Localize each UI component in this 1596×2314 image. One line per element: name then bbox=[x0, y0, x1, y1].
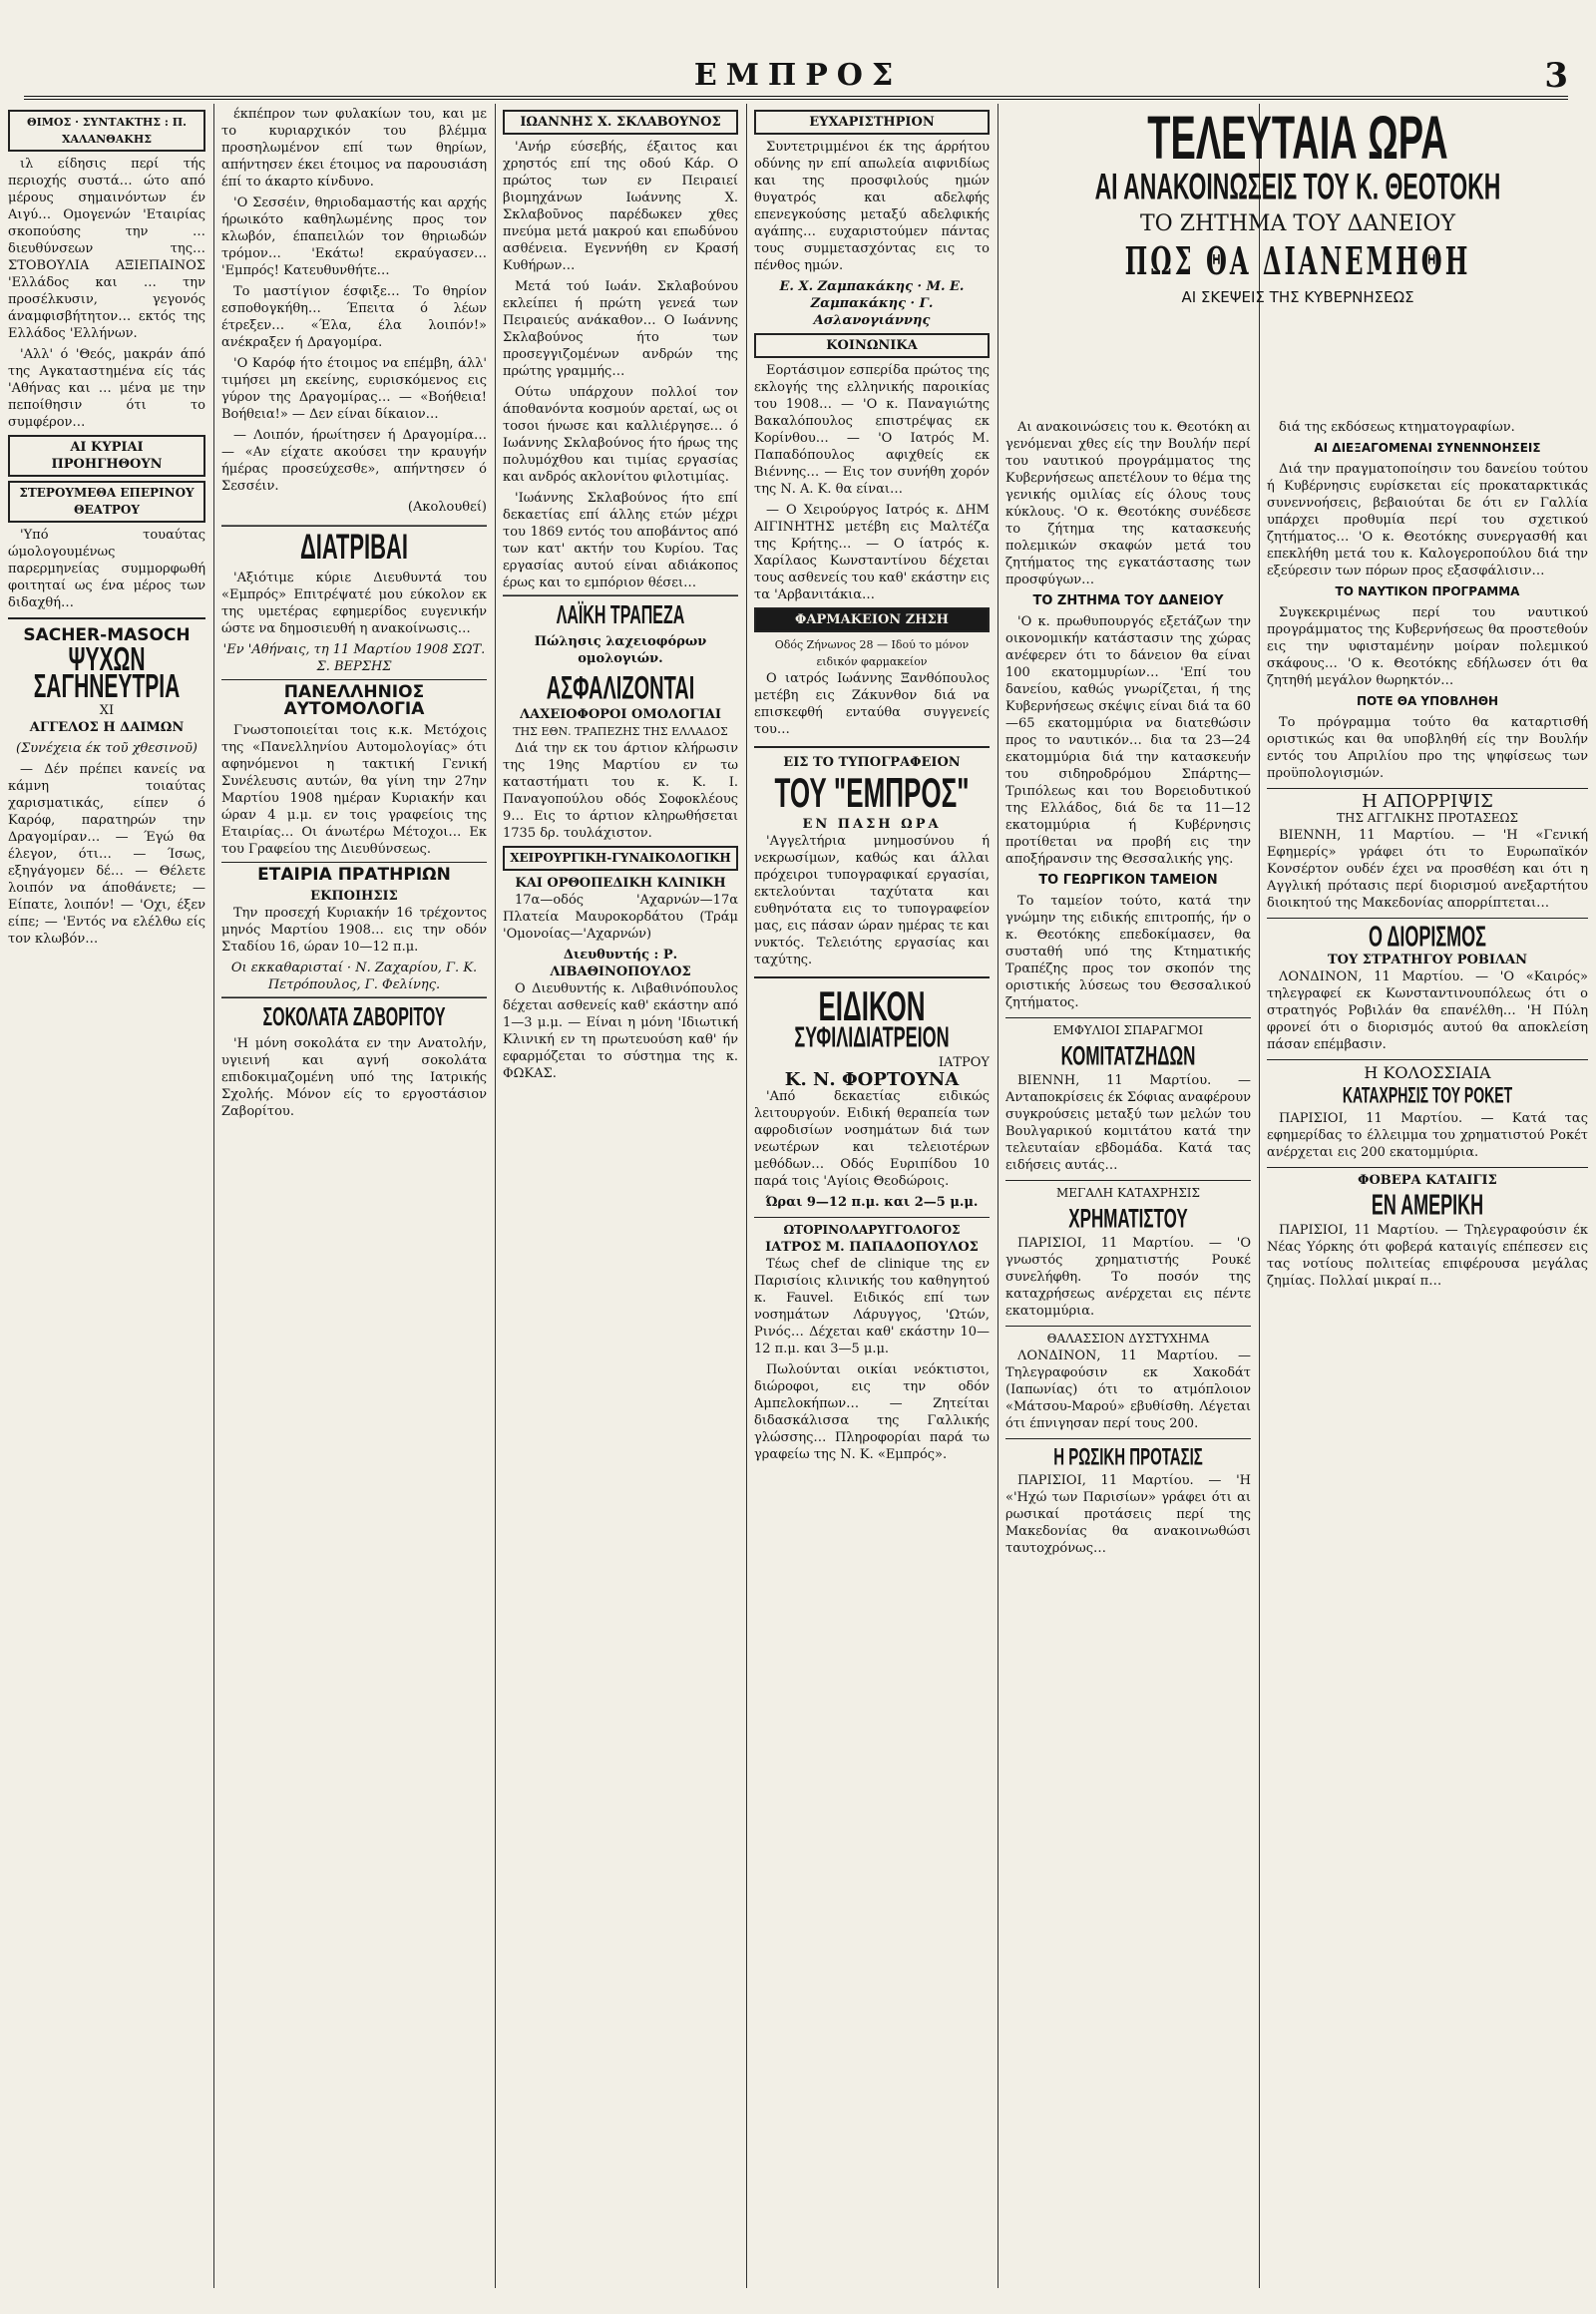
headline: ΑΙ ΣΚΕΨΕΙΣ ΤΗΣ ΚΥΒΕΡΝΗΣΕΩΣ bbox=[1181, 288, 1414, 306]
cable-title: ΘΑΛΑΣΣΙΟΝ ΔΥΣΤΥΧΗΜΑ bbox=[1046, 1332, 1210, 1346]
signature: 'Εν 'Αθήναις, τη 11 Μαρτίου 1908 ΣΩΤ. Σ. ΒΕΡΣΗΣ bbox=[222, 642, 486, 674]
column-rule bbox=[746, 104, 747, 2288]
ad-title-large: ΤΟΥ "ΕΜΠΡΟΣ" bbox=[774, 768, 970, 817]
ad-title: ΩΤΟΡΙΝΟΛΑΡΥΓΓΟΛΟΓΟΣ bbox=[783, 1223, 961, 1237]
article-text: Ο ιατρός Ιωάννης Ξανθόπουλος μετέβη εις Ζάκυνθον διά να επισκεφθή ενταύθα συγγενείς του… bbox=[754, 671, 990, 737]
article-text: Το πρόγραμμα τούτο θα καταρτισθή οριστικώς και θα υποβληθή είς την Βουλήν εντός του Απριλίου προ της ψηφίσεως των προϋπολογισμών. bbox=[1267, 715, 1588, 781]
cable-title: Η ΚΟΛΟΣΣΙΑΙΑ bbox=[1364, 1063, 1491, 1082]
column-5b bbox=[1267, 419, 1588, 2290]
column-4 bbox=[754, 106, 990, 2290]
section-title: ΕΤΑΙΡΙΑ ΠΡΑΤΗΡΙΩΝ bbox=[221, 862, 487, 884]
cable-text: ΠΑΡΙΣΙΟΙ, 11 Μαρτίου. — 'Η «'Ηχώ των Παρισίων» γράφει ότι αι ρωσικαί προτάσεις περί της Μακεδονίας θα ανακοινωθώσι ταυτοχρόνως… bbox=[1005, 1473, 1251, 1556]
ad-title: ΑΣΦΑΛΙΖΟΝΤΑΙ bbox=[546, 671, 695, 707]
cable-title: Η ΑΠΟΡΡΙΨΙΣ bbox=[1362, 791, 1493, 812]
ad-subtitle: ΤΗΣ ΕΘΝ. ΤΡΑΠΕΖΗΣ ΤΗΣ ΕΛΛΑΔΟΣ bbox=[513, 725, 728, 738]
article-text: Πωλούνται οικίαι νεόκτιστοι, διώροφοι, εις την οδόν Αμπελοκήπων… — Ζητείται διδασκάλισσα της Γαλλικής γλώσσης… Πληροφορίαι παρά τω γραφείω της Ν. Κ. «Εμπρός». bbox=[754, 1362, 990, 1462]
ad-text: 'Αγγελτήρια μνημοσύνου ή νεκρωσίμων, καθώς και άλλαι πρόχειροι τυπογραφικαί εργασίαι, εκτελούνται ταχύτατα και ευθηνότατα εις το τυπογραφείον μας, εις πάσαν ώραν ημέρας τε και νυκτός. Τελειότης εργασίας και ταχύτης. bbox=[754, 834, 990, 967]
newspaper-title: ΕΜΠΡΟΣ bbox=[693, 58, 903, 93]
masthead bbox=[0, 0, 1596, 96]
column-rule bbox=[213, 104, 214, 2288]
feuilleton-author: SACHER-MASOCH bbox=[23, 625, 191, 645]
article-text: 'Ο Σεσσέιν, θηριοδαμαστής και αρχής ήρωικότο καθηλωμένης προς τον κλωβόν, έπαπειλών τον θηριωδών τρόμον… 'Εκάτω! εκραύγασεν… 'Εμπρός! Κατευθυνθήτε… bbox=[221, 195, 487, 278]
ad-subtitle: Οδός Ζήνωνος 28 — Ιδού το μόνον ειδικόν φαρμακείον bbox=[774, 638, 970, 668]
continuation-note: (Ακολουθεί) bbox=[407, 500, 487, 515]
page-number: 3 bbox=[1544, 56, 1568, 96]
article-text: έκπέπρον των φυλακίων του, και με το κυριαρχικόν του βλέμμα προσηλωμένον επί των θηρίων, απήντησεν έκει έτοιμος να παρουσιάση έπί το άκαρτο κίνδυνο. bbox=[221, 107, 487, 190]
column-1 bbox=[8, 106, 205, 2290]
ad-text: Τέως chef de clinique της εν Παρισίοις κλινικής του καθηγητού κ. Fauvel. Ειδικός επί των νοσημάτων Λάρυγγος, 'Ωτών, Ρινός… Δέχεται καθ' εκάστην 10—12 π.μ. και 3—5 μ.μ. bbox=[754, 1257, 990, 1356]
cable-title: Ο ΔΙΟΡΙΣΜΟΣ bbox=[1369, 920, 1486, 953]
ad-title: ΕΙΣ ΤΟ ΤΥΠΟΓΡΑΦΕΙΟΝ bbox=[783, 755, 961, 770]
article-text: 'Αξιότιμε κύριε Διευθυντά του «Εμπρός» Επιτρέψατέ μου εύκολον εκ της υμετέρας εφημερίδος ευγενικήν ώστε να δημοσιευθή η ανακοίνωσις… bbox=[221, 571, 487, 636]
column-2 bbox=[221, 106, 487, 2290]
cable-title: ΕΜΦΥΛΙΟΙ ΣΠΑΡΑΓΜΟΙ bbox=[1052, 1023, 1204, 1037]
article-text: Συγκεκριμένως περί του ναυτικού προγράμματος της Κυβερνήσεως θα προστεθούν εις την υφισταμένην μοίραν πολεμικού σκάφους… 'Ο κ. Θεοτόκης εδήλωσεν ότι θα ζητηθή μεγάλον θωρηκτόν… bbox=[1267, 605, 1588, 688]
article-text: διά της εκδόσεως κτηματογραφίων. bbox=[1279, 420, 1515, 435]
ad-title: ΛΑΪΚΗ ΤΡΑΠΕΖΑ bbox=[503, 594, 738, 629]
ad-text: Πώλησις λαχειοφόρων ομολογιών. bbox=[534, 634, 707, 666]
ad-director: Διευθυντής : Ρ. ΛΙΒΑΘΙΝΟΠΟΥΛΟΣ bbox=[550, 948, 691, 979]
ad-subtitle: ΚΑΙ ΟΡΘΟΠΕΔΙΚΗ ΚΛΙΝΙΚΗ bbox=[515, 876, 726, 891]
ad-text: 'Η μόνη σοκολάτα εν την Ανατολήν, υγιεινή και αγνή σοκολάτα επιδοκιμαζομένη υπό της Ιατρικής Σχολής. Μόνον είς το εργοστάσιον Ζαβορίτου. bbox=[221, 1036, 487, 1119]
section-title: ΕΥΧΑΡΙΣΤΗΡΙΟΝ bbox=[754, 110, 990, 135]
feuilleton bbox=[8, 617, 205, 948]
ad-text: Ο Διευθυντής κ. Λιβαθινόπουλος δέχεται ασθενείς καθ' εκάστην από 1—3 μ.μ. — Είναι η μόνη 'Ιδιωτική Κλινική εν τη πρωτευούση καθ' ήν εφαρμόζεται το σύστημα της κ. ΦΩΚΑΣ. bbox=[503, 981, 738, 1081]
ad-title-large: ΣΥΦΙΛΙΔΙΑΤΡΕΙΟΝ bbox=[794, 1020, 950, 1053]
cable bbox=[1005, 1180, 1251, 1320]
signatures: Ε. Χ. Ζαμπακάκης · Μ. Ε. Ζαμπακάκης · Γ. Ασλανογιάννης bbox=[779, 279, 965, 328]
article-text: — Ο Χειρούργος Ιατρός κ. ΔΗΜ ΑΙΓΙΝΗΤΗΣ μετέβη εις Μαλτέζα της Κρήτης… — Ο ίατρός κ. Χαρίλαος Κωνσταντίνου δέχεται τους ασθενείς του καθ' εκάστην εις τα 'Αρβανιτάκια… bbox=[754, 503, 990, 602]
doctor-name: Κ. Ν. ΦΟΡΤΟΥΝΑ bbox=[784, 1069, 960, 1090]
doctor-name: ΙΑΤΡΟΣ Μ. ΠΑΠΑΔΟΠΟΥΛΟΣ bbox=[765, 1240, 979, 1255]
ad-title: ΣΟΚΟΛΑΤΑ ΖΑΒΟΡΙΤΟΥ bbox=[221, 996, 487, 1031]
section-heading: ΠΟΤΕ ΘΑ ΥΠΟΒΛΗΘΗ bbox=[1356, 694, 1499, 708]
cable-text: ΠΑΡΙΣΙΟΙ, 11 Μαρτίου. — Τηλεγραφούσιν έκ Νέας Υόρκης ότι φοβερά καταιγίς επέπεσεν εις τας νοτίους πολιτείας επιφέρουσα μεγάλας ζημίας. Πολλαί μικραί π… bbox=[1267, 1223, 1588, 1289]
column-header: ΘΙΜΟΣ · ΣΥΝΤΑΚΤΗΣ : Π. ΧΑΛΑΝΘΑΚΗΣ bbox=[8, 110, 205, 152]
continuation-note: (Συνέχεια έκ τοῦ χθεσινοῦ) bbox=[16, 741, 198, 756]
article-text: — Δέν πρέπει κανείς να κάμνη τοιαύτας χαρισματικάς, είπεν ό Καρόφ, παρατηρών την Δραγομίραν… — Έγώ θα έλεγον, ότι… — Ίσως, εξηγάγομεν δέ… — Θέλετε λοιπόν να άποθάνετε; — Είπατε, λοιπόν! — 'Οχι, έξεν είπε; — 'Εντός να ελέλθω είς τον κλωβόν… bbox=[8, 762, 205, 947]
ad-subtitle: ΛΑΧΕΙΟΦΟΡΟΙ ΟΜΟΛΟΓΙΑΙ bbox=[520, 707, 721, 722]
article-text: Συντετριμμένοι έκ της άρρήτου οδύνης ην επί απωλεία αιφνιδίως και της προσφιλούς ημών θυγατρός και αδελφής επενεγκούσης μεταξύ αδελφικής αγάπης… ευχαριστούμεν πάντας τους συμμετασχόντας εις το πένθος ημών. bbox=[754, 140, 990, 273]
ad-text: 17α—οδός 'Αχαρνών—17α Πλατεία Μαυροκορδάτου (Τράμ 'Ομονοίας—'Αχαρνών) bbox=[503, 893, 738, 942]
signature: Οι εκκαθαρισταί · Ν. Ζαχαρίου, Γ. Κ. Πετρόπουλος, Γ. Φελίνης. bbox=[230, 961, 478, 992]
cable bbox=[1267, 918, 1588, 1053]
cable-text: ΒΙΕΝΝΗ, 11 Μαρτίου. — 'Η «Γενική Εφημερίς» γράφει ότι το Ευρωπαϊκόν Κονσέρτον ουδέν έχει να προσθέση και ότι η Αγγλική πρότασις περί διορισμού ανεξαρτήτου διοικητού της Μακεδονίας απορρίπτεται… bbox=[1267, 828, 1588, 911]
section-title: ΔΙΑΤΡΙΒΑΙ bbox=[221, 525, 487, 560]
ad-subtitle: ΕΝ ΠΑΣΗ ΩΡΑ bbox=[802, 817, 942, 832]
cable-text: ΠΑΡΙΣΙΟΙ, 11 Μαρτίου. — Κατά τας εφημερίδας το έλλειμμα του χρηματιστού Ροκέτ ανέρχεται εις 200 εκατομμύρια. bbox=[1267, 1111, 1588, 1160]
article-text: — Λοιπόν, ήρωίτησεν ή Δραγομίρα… — «Αν είχατε ακούσει την κραυγήν ήμέρας προσεύχεσθε», απήντησεν ό Σεσσέιν. bbox=[221, 428, 487, 494]
masthead-rule bbox=[24, 96, 1568, 100]
section-heading: ΤΟ ΖΗΤΗΜΑ ΤΟΥ ΔΑΝΕΙΟΥ bbox=[1032, 593, 1224, 608]
headline: ΠΩΣ ΘΑ ΔΙΑΝΕΜΗΘΗ bbox=[1124, 237, 1471, 284]
cable-text: ΛΟΝΔΙΝΟΝ, 11 Μαρτίου. — Τηλεγραφούσιν εκ Χακοδάτ (Ιαπωνίας) ότι το ατμόπλοιον «Μάτσου-Μαρού» εβυθίσθη. Λέγεται ότι έπνιγησαν περί τους 200. bbox=[1005, 1349, 1251, 1431]
article-text: ιλ είδησις περί τής περιοχής συστά… ώτο από μέρους σημαινόντων έν Αιγύ… Ομογενών 'Εταιρίας σκοπούσης την … διευθύνσεων της… ΣΤΟΒΟΥΛΙΑ ΑΞΙΕΠΑΙΝΟΣ 'Ελλάδος και … την προσέλκυσιν, γεγονός άναμφισβήτητον… εκτός της Ελλάδος 'Ελλήνων. bbox=[8, 157, 205, 341]
cable-title: ΦΟΒΕΡΑ ΚΑΤΑΙΓΙΣ bbox=[1358, 1173, 1497, 1188]
article-text: 'Αλλ' ό 'Θεός, μακράν άπό της Αγκαταστημένα είς τάς 'Αθήνας και … μένα με την πεποίθησιν ότι το συμφέρον… bbox=[8, 347, 205, 430]
column-3 bbox=[503, 106, 738, 2290]
cable-title: ΜΕΓΑΛΗ ΚΑΤΑΧΡΗΣΙΣ bbox=[1055, 1186, 1201, 1200]
cable-title: Η ΡΩΣΙΚΗ ΠΡΟΤΑΣΙΣ bbox=[1053, 1443, 1203, 1472]
section-title: ΠΑΝΕΛΛΗΝΙΟΣ ΑΥΤΟΜΟΛΟΓΙΑ bbox=[221, 679, 487, 718]
article-text: Την προσεχή Κυριακήν 16 τρέχοντος μηνός Μαρτίου 1908… εις την οδόν Σταδίου 16, ώραν 10—12 π.μ. bbox=[221, 906, 487, 955]
ad-text: 'Από δεκαετίας ειδικώς λειτουργούν. Ειδική θεραπεία των αφροδισίων νοσημάτων διά των νεωτέρων και τελειοτέρων μεθόδων… Οδός Ευριπίδου 10 παρά τοις 'Αγίοις Θεοδώροις. bbox=[754, 1089, 990, 1189]
ad-title: ΧΕΙΡΟΥΡΓΙΚΗ-ΓΥΝΑΙΚΟΛΟΓΙΚΗ bbox=[503, 846, 738, 871]
headline: ΑΙ ΑΝΑΚΟΙΝΩΣΕΙΣ ΤΟΥ Κ. ΘΕΟΤΟΚΗ bbox=[1094, 165, 1501, 207]
column-rule bbox=[495, 104, 496, 2288]
cable bbox=[1005, 1326, 1251, 1432]
cable bbox=[1005, 1438, 1251, 1557]
section-heading: ΑΙ ΔΙΕΞΑΓΟΜΕΝΑΙ ΣΥΝΕΝΝΟΗΣΕΙΣ bbox=[1314, 441, 1541, 455]
subheading-box: ΑΙ ΚΥΡΙΑΙ ΠΡΟΗΓΗΘΟΥΝ bbox=[8, 435, 205, 477]
cable-text: ΛΟΝΔΙΝΟΝ, 11 Μαρτίου. — 'Ο «Καιρός» τηλεγραφεί εκ Κωνσταντινουπόλεως ότι ο στρατηγός Ροβιλάν θα επανέλθη… 'Η Πύλη φρονεί ότι ο διορισμός αυτού θα αποκλείση πάσαν επέμβασιν. bbox=[1267, 969, 1588, 1052]
headline-block bbox=[1005, 106, 1590, 405]
ad-banner: ΦΑΡΜΑΚΕΙΟΝ ΖΗΣΗ bbox=[754, 607, 990, 632]
article-text: Το μαστίγιον έσφιξε… Το θηρίον εσποθογκήθη… Έπειτα ό λέων έτρεξεν… «Έλα, έλα λοιπόν!» ανέκραξεν ή Δραγομίρα. bbox=[221, 284, 487, 350]
cable bbox=[1267, 788, 1588, 912]
article-text: 'Υπό τουαύτας ώμολογουμένως παρερμηνείας συμμορφωθή φοιτηταί ως ένα μέρος των διδαχθή… bbox=[8, 528, 205, 610]
article-text: Ούτω υπάρχουν πολλοί τον άποθανόντα κοσμούν αρεταί, ως οι τοσοι ήνωσε και καλλιέργησε… ό Ιωάννης Σκλαβούνος ήτο ήρως της πολυμόχθου και τιμίας εργασίας και ανδρός ακλονίτου φιλοτιμίας. bbox=[503, 385, 738, 485]
print-shop-ad bbox=[754, 746, 990, 968]
cable-title-large: ΕΝ ΑΜΕΡΙΚΗ bbox=[1371, 1188, 1484, 1221]
column-rule bbox=[1259, 104, 1260, 2288]
article-text: Γνωστοποιείται τοις κ.κ. Μετόχοις της «Πανελληνίου Αυτομολογίας» ότι αφηνόμενοι η τακτική Γενική Συνέλευσις αυτών, θα γίνη την 27ην Μαρτίου 1908 ημέραν Κυριακήν και ώραν 4 μ.μ. εν τοις γραφείοις της Εταιρίας… Οι άνωτέρω Μέτοχοι… Εκ του Γραφείου της Διευθύνσεως. bbox=[221, 723, 487, 857]
column-5a bbox=[1005, 419, 1251, 2290]
feuilleton-title: ΨΥΧΩΝ ΣΑΓΗΝΕΥΤΡΙΑ bbox=[33, 641, 181, 705]
headline: ΤΕΛΕΥΤΑΙΑ ΩΡΑ bbox=[1147, 106, 1448, 174]
cable-title-large: ΚΟΜΙΤΑΤΖΗΔΩΝ bbox=[1060, 1040, 1196, 1071]
article-text: 'Ιωάννης Σκλαβούνος ήτο επί δεκαετίας επί άλλης ετών μέχρι του 1869 εντός του αποβάντος από των κατ' ακτήν του Κυρίου. Τας εργασίας αυτού είναι αδιάκοπος έρως και το εμπόριον θέσει… bbox=[503, 491, 738, 590]
article-text: Το ταμείον τούτο, κατά την γνώμην της ειδικής επιτροπής, ήν ο κ. Θεοτόκης επεδοκίμασεν, θα συσταθή υπό της Κτηματικής Τραπέζης προς τον σκοπόν της οριστικής λύσεως του Θεσσαλικού ζητήματος. bbox=[1005, 894, 1251, 1010]
cable bbox=[1267, 1167, 1588, 1290]
chapter-number: XI bbox=[99, 703, 115, 718]
ad-subtitle: ΙΑΤΡΟΥ bbox=[938, 1055, 990, 1070]
section-title: ΚΟΙΝΩΝΙΚΑ bbox=[754, 333, 990, 358]
office-hours: Ώραι 9—12 π.μ. και 2—5 μ.μ. bbox=[765, 1195, 979, 1210]
headline: ΤΟ ΖΗΤΗΜΑ ΤΟΥ ΔΑΝΕΙΟΥ bbox=[1139, 211, 1455, 236]
article-text: Διά την πραγματοποίησιν του δανείου τούτου ή Κυβέρνησις ευρίσκεται είς προκαταρκτικάς συνεννοήσεις, βεβαιούται δε ότι εν Γαλλία υπάρχει προθυμία περί του σχετικού ζητήματος… 'Ο κ. Θεοτόκης συνεργασθή και επεκλήθη μετά του κ. Καλογεροπούλου διά την εξεύρεσιν των πόρων προς εξασφάλισιν… bbox=[1267, 462, 1588, 578]
section-heading: ΤΟ ΝΑΥΤΙΚΟΝ ΠΡΟΓΡΑΜΜΑ bbox=[1335, 584, 1520, 598]
article-text: Εορτάσιμον εσπερίδα πρώτος της εκλογής της ελληνικής παροικίας του 1908… — 'Ο κ. Παναγιώτης Βακαλόπουλος επιστρέψας εκ Κορίνθου… — 'Ο Ιατρός Μ. Παπαδόπουλος αφιχθείς εκ Βιέννης… — Εις τον συνήθη χορόν της Ν. Α. Κ. θα είναι… bbox=[754, 363, 990, 497]
chapter-title: ΑΓΓΕΛΟΣ Η ΔΑΙΜΩΝ bbox=[29, 720, 185, 735]
ad-text: Διά την εκ του άρτιον κλήρωσιν της 19ης Μαρτίου εν τω καταστήματι του κ. Κ. Ι. Παναγοπούλου οδός Σοφοκλέους 9… Εις το άρτιον κληρωθήσεται 1735 δρ. τουλάχιστον. bbox=[503, 741, 738, 841]
article-text: 'Ο Καρόφ ήτο έτοιμος να επέμβη, άλλ' τιμήσει μη εκείνης, ευρισκόμενος εις γύρον της Δραγομίρας… — «Βοήθεια! Βοήθεια!» — Δεν είναι δίκαιον… bbox=[221, 356, 487, 422]
ent-ad bbox=[754, 1217, 990, 1357]
article-text: 'Ανήρ εύσεβής, έξαιτος και χρηστός επί της οδού Κάρ. Ο πρώτος των εν Πειραιεί βιομηχάνων Ιωάννης Χ. Σκλαβοῦνος παρέδωκεν χθες πνεύμα μετά μακρού και επωδύνου ασθένεια. Εγεννήθη εν Κρασή Κυθήρων… bbox=[503, 140, 738, 273]
cable-subtitle: ΤΟΥ ΣΤΡΑΤΗΓΟΥ ΡΟΒΙΛΑΝ bbox=[1327, 953, 1528, 967]
article-text: Μετά τού Ιωάν. Σκλαβούνου εκλείπει ή πρώτη γενεά των Πειραιεύς ανάκαθον… Ο Ιωάννης Σκλαβούνος ήτο των προσεγγιζομένων ανδρών της πρώτης γραμμής… bbox=[503, 279, 738, 379]
ad-title: ΕΙΔΙΚΟΝ bbox=[818, 981, 926, 1030]
cable bbox=[1005, 1017, 1251, 1174]
cable-text: ΒΙΕΝΝΗ, 11 Μαρτίου. — Ανταποκρίσεις έκ Σόφιας αναφέρουν συγκρούσεις μεταξύ των μελών του Βουλγαρικού κομιτάτου κατά την τελευταίαν εβδομάδα. Κατά τας ειδήσεις αυτάς… bbox=[1005, 1073, 1251, 1173]
cable-text: ΠΑΡΙΣΙΟΙ, 11 Μαρτίου. — 'Ο γνωστός χρηματιστής Ρουκέ συνελήφθη. Το ποσόν της καταχρήσεως ανέρχεται εις πέντε εκατομμύρια. bbox=[1005, 1236, 1251, 1319]
section-subtitle: ΕΚΠΟΙΗΣΙΣ bbox=[310, 889, 398, 904]
article-text: 'Ο κ. πρωθυπουργός εξετάζων την οικονομικήν κατάστασιν της χώρας ανέφερεν ότι το δάνειον θα είναι 100 εκατομμυρίων… 'Επί του δανείου, καθώς γνωρίζεται, ή της Κυβερνήσεως σκέψις είναι διά τα 60—65 εκατομμύρια να διατεθώσιν προς το ναυτικόν… δια τα 23—24 εκατομμύρια διά την κατασκευήν του σιδηροδρόμου Σπάρτης—Τριπόλεως και του Βορειοδυτικού της Ελλάδος, διά δε τα 11—12 εκατομμύρια ή Κυβέρνησις προτίθεται να προβή εις την αποξήρανσιν της Θεσσαλικής γης. bbox=[1005, 614, 1251, 867]
subheading-box: ΣΤΕΡΟΥΜΕΘΑ ΕΠΕΡΙΝΟΥ ΘΕΑΤΡΟΥ bbox=[8, 481, 205, 523]
cable-subtitle: ΤΗΣ ΑΓΓΛΙΚΗΣ ΠΡΟΤΑΣΕΩΣ bbox=[1337, 811, 1518, 825]
clinic-ad bbox=[754, 976, 990, 1211]
article-text: Αι ανακοινώσεις του κ. Θεοτόκη αι γενόμεναι χθες είς την Βουλήν περί του ναυτικού προγράμματος της Κυβερνήσεως απετέλουν το θέμα της γενικής ομιλίας είς όλους τους κύκλους. 'Ο κ. Θεοτόκης συνέδεσε το ζήτημα της κατασκευής πολεμικών σκαφών μετά του ζητήματος της εγκατάστασης των προσφύγων… bbox=[1005, 420, 1251, 587]
obituary-title: ΙΩΑΝΝΗΣ Χ. ΣΚΛΑΒΟΥΝΟΣ bbox=[503, 110, 738, 135]
section-heading: ΤΟ ΓΕΩΡΓΙΚΟΝ ΤΑΜΕΙΟΝ bbox=[1038, 873, 1218, 888]
cable-title-large: ΧΡΗΜΑΤΙΣΤΟΥ bbox=[1068, 1203, 1188, 1234]
cable-subtitle: ΚΑΤΑΧΡΗΣΙΣ ΤΟΥ ΡΟΚΕΤ bbox=[1342, 1081, 1513, 1108]
cable bbox=[1267, 1059, 1588, 1161]
